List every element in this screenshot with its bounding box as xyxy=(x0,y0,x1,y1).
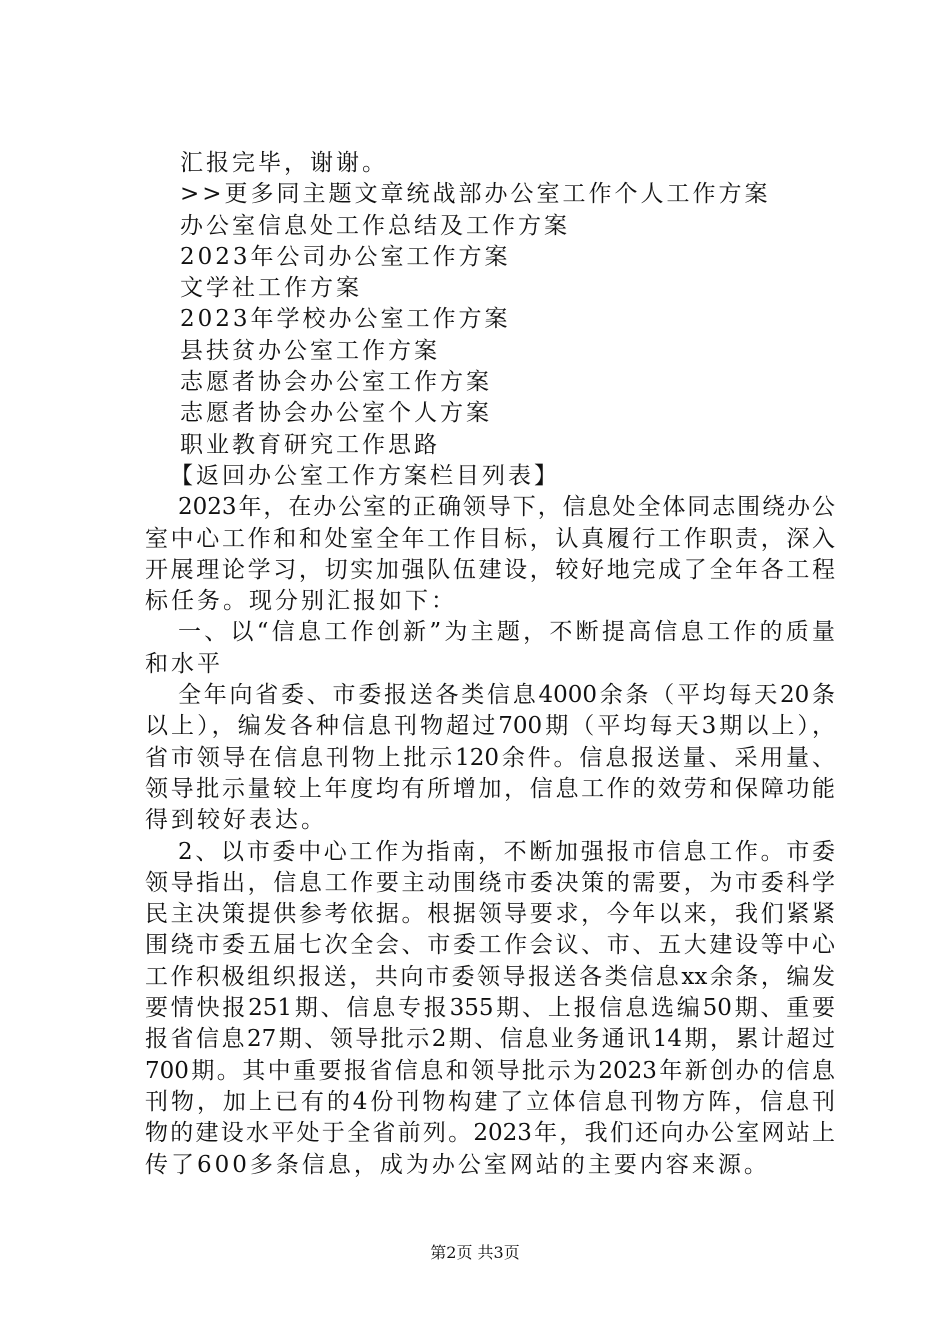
related-link[interactable]: 2023年学校办公室工作方案 xyxy=(180,306,511,333)
paragraph-line: 室中心工作和和处室全年工作目标，认真履行工作职责，深入 xyxy=(145,525,835,552)
paragraph-line: 领导指出，信息工作要主动围绕市委决策的需要，为市委科学 xyxy=(145,869,835,896)
related-link[interactable]: 县扶贫办公室工作方案 xyxy=(180,337,440,364)
paragraph-line: 以上），编发各种信息刊物超过700期（平均每天3期以上）， xyxy=(145,713,835,740)
section-heading: 和水平 xyxy=(145,650,223,677)
related-link[interactable]: 志愿者协会办公室个人方案 xyxy=(180,400,492,427)
paragraph-line: 得到较好表达。 xyxy=(145,807,327,834)
paragraph-line: 报省信息27期、领导批示2期、信息业务通讯14期，累计超过 xyxy=(145,1026,835,1053)
paragraph-line: 领导批示量较上年度均有所增加，信息工作的效劳和保障功能 xyxy=(145,775,835,802)
paragraph-line: 民主决策提供参考依据。根据领导要求，今年以来，我们紧紧 xyxy=(145,901,835,928)
paragraph-line: 要情快报251期、信息专报355期、上报信息选编50期、重要 xyxy=(145,995,835,1022)
paragraph-line: 围绕市委五届七次全会、市委工作会议、市、五大建设等中心 xyxy=(145,932,835,959)
related-link[interactable]: 志愿者协会办公室工作方案 xyxy=(180,369,492,396)
related-link[interactable]: 办公室信息处工作总结及工作方案 xyxy=(180,212,570,239)
paragraph-line: 2、以市委中心工作为指南，不断加强报市信息工作。市委 xyxy=(178,838,835,865)
paragraph-line: 传了600多条信息，成为办公室网站的主要内容来源。 xyxy=(145,1151,770,1178)
paragraph-line: 刊物，加上已有的4份刊物构建了立体信息刊物方阵，信息刊 xyxy=(145,1088,835,1115)
page-footer: 第2页 共3页 xyxy=(430,1243,520,1262)
return-link[interactable]: 【返回办公室工作方案栏目列表】 xyxy=(170,462,560,489)
related-link[interactable]: 文学社工作方案 xyxy=(180,275,362,302)
paragraph-line: 工作积极组织报送，共向市委领导报送各类信息xx余条，编发 xyxy=(145,963,835,990)
document-body xyxy=(145,148,835,1181)
paragraph-line: 开展理论学习，切实加强队伍建设，较好地完成了全年各工程 xyxy=(145,556,835,583)
closing-text: 汇报完毕，谢谢。 xyxy=(180,150,388,176)
paragraph-line: 全年向省委、市委报送各类信息4000余条（平均每天20条 xyxy=(178,682,835,709)
paragraph-line: 物的建设水平处于全省前列。2023年，我们还向办公室网站上 xyxy=(145,1120,835,1147)
related-link[interactable]: 2023年公司办公室工作方案 xyxy=(180,243,511,270)
paragraph-line: 标任务。现分别汇报如下： xyxy=(145,588,457,615)
section-heading: 一、以“信息工作创新”为主题，不断提高信息工作的质量 xyxy=(178,619,835,646)
paragraph-line: 省市领导在信息刊物上批示120余件。信息报送量、采用量、 xyxy=(145,744,835,771)
related-link[interactable]: >>更多同主题文章统战部办公室工作个人工作方案 xyxy=(180,181,771,208)
related-link[interactable]: 职业教育研究工作思路 xyxy=(180,431,440,458)
paragraph-line: 700期。其中重要报省信息和领导批示为2023年新创办的信息 xyxy=(145,1057,835,1084)
paragraph-line: 2023年，在办公室的正确领导下，信息处全体同志围绕办公 xyxy=(178,494,835,521)
